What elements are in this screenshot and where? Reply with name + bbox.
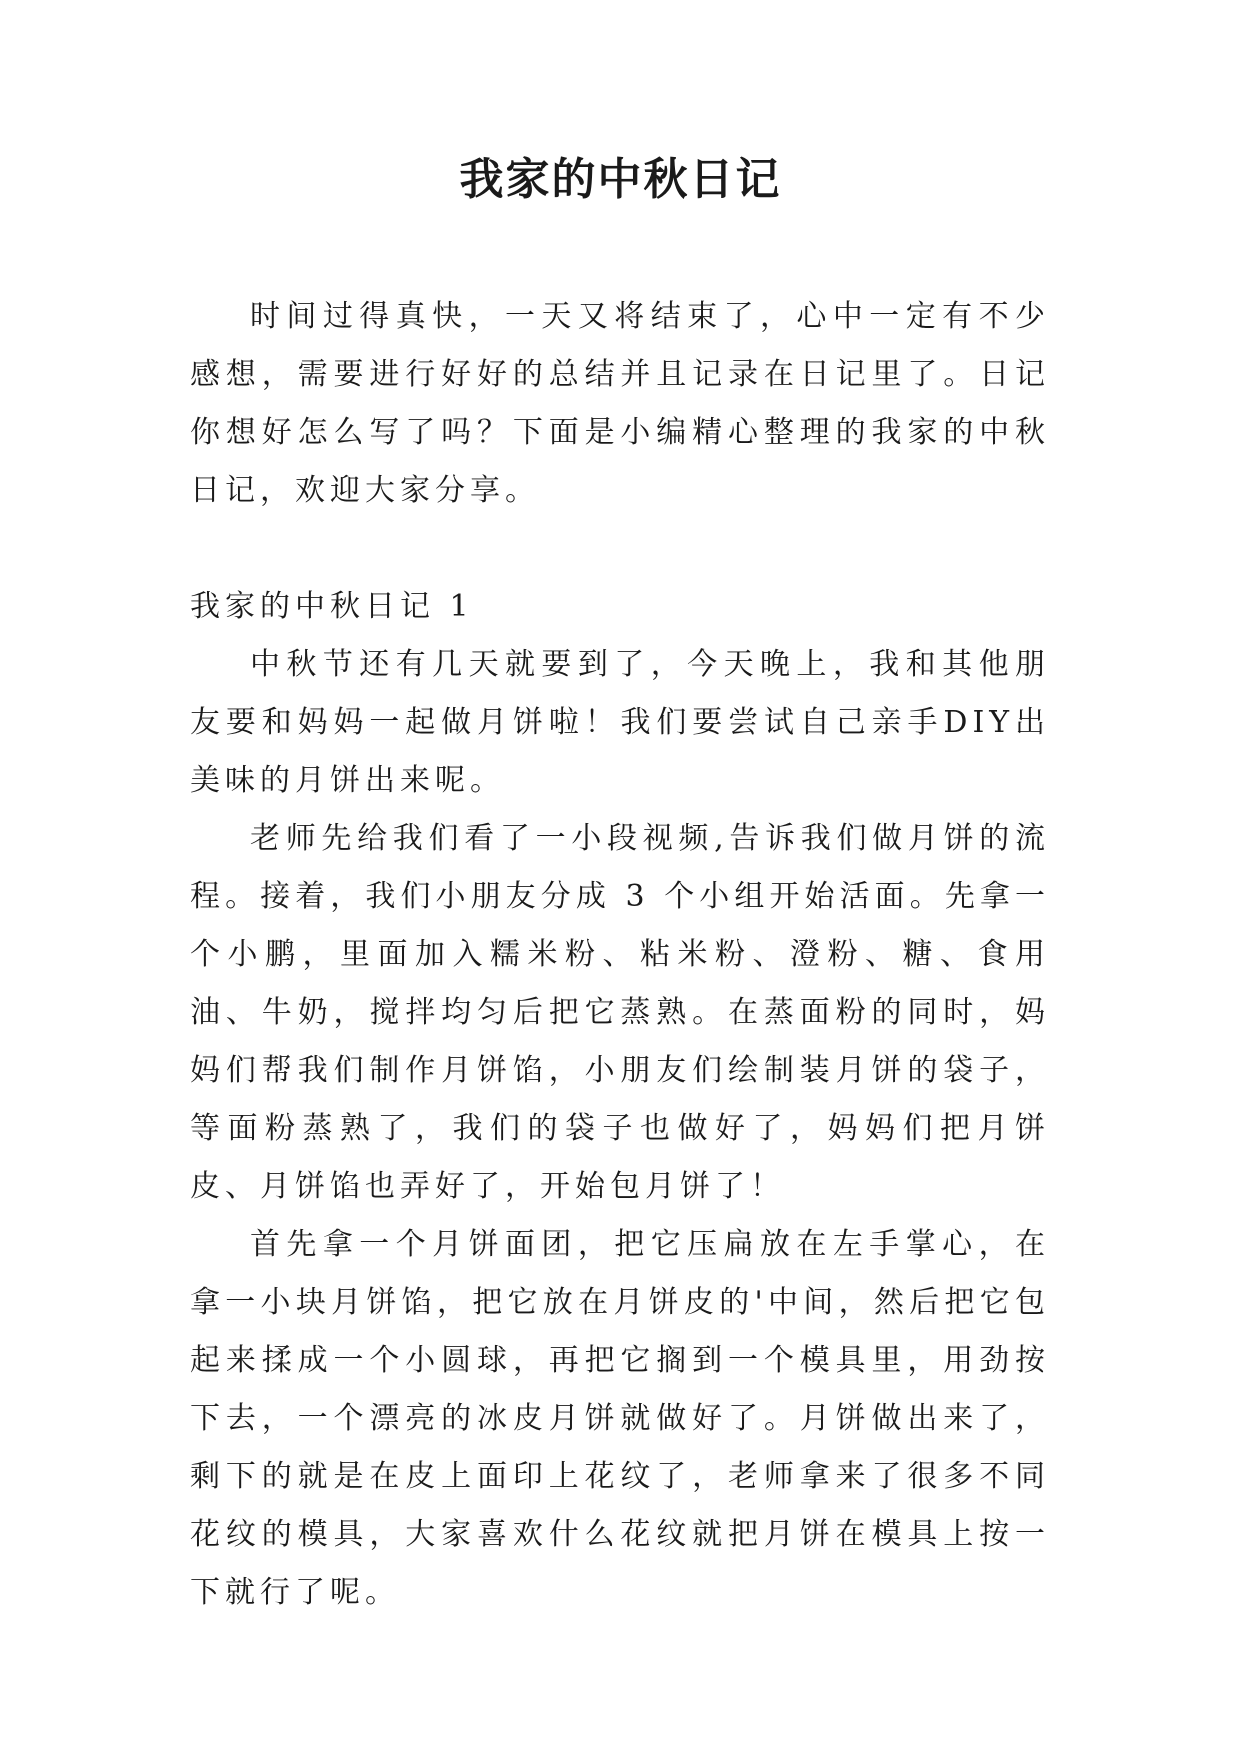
body-paragraph: 首先拿一个月饼面团，把它压扁放在左手掌心，在拿一小块月饼馅，把它放在月饼皮的'中间，然后把它包起来揉成一个小圆球，再把它搁到一个模具里，用劲按下去，一个漂亮的冰皮月饼就做好了。月饼做出来了，剩下的就是在皮上面印上花纹了，老师拿来了很多不同花纹的模具，大家喜欢什么花纹就把月饼在模具上按一下就行了呢。 — [190, 1227, 1050, 1610]
document-body — [190, 288, 1050, 1622]
body-paragraph: 中秋节还有几天就要到了，今天晚上，我和其他朋友要和妈妈一起做月饼啦！我们要尝试自己亲手DIY出美味的月饼出来呢。 — [190, 647, 1050, 798]
document-title: 我家的中秋日记 — [459, 154, 782, 205]
section-heading: 我家的中秋日记 1 — [190, 589, 474, 624]
intro-paragraph: 时间过得真快，一天又将结束了，心中一定有不少感想，需要进行好好的总结并且记录在日记里了。日记你想好怎么写了吗？下面是小编精心整理的我家的中秋日记，欢迎大家分享。 — [190, 299, 1050, 508]
body-paragraph: 老师先给我们看了一小段视频,告诉我们做月饼的流程。接着，我们小朋友分成 3 个小组开始活面。先拿一个小鹏，里面加入糯米粉、粘米粉、澄粉、糖、食用油、牛奶，搅拌均匀后把它蒸熟。在蒸面粉的同时，妈妈们帮我们制作月饼馅，小朋友们绘制装月饼的袋子，等面粉蒸熟了，我们的袋子也做好了，妈妈们把月饼皮、月饼馅也弄好了，开始包月饼了！ — [190, 821, 1050, 1204]
